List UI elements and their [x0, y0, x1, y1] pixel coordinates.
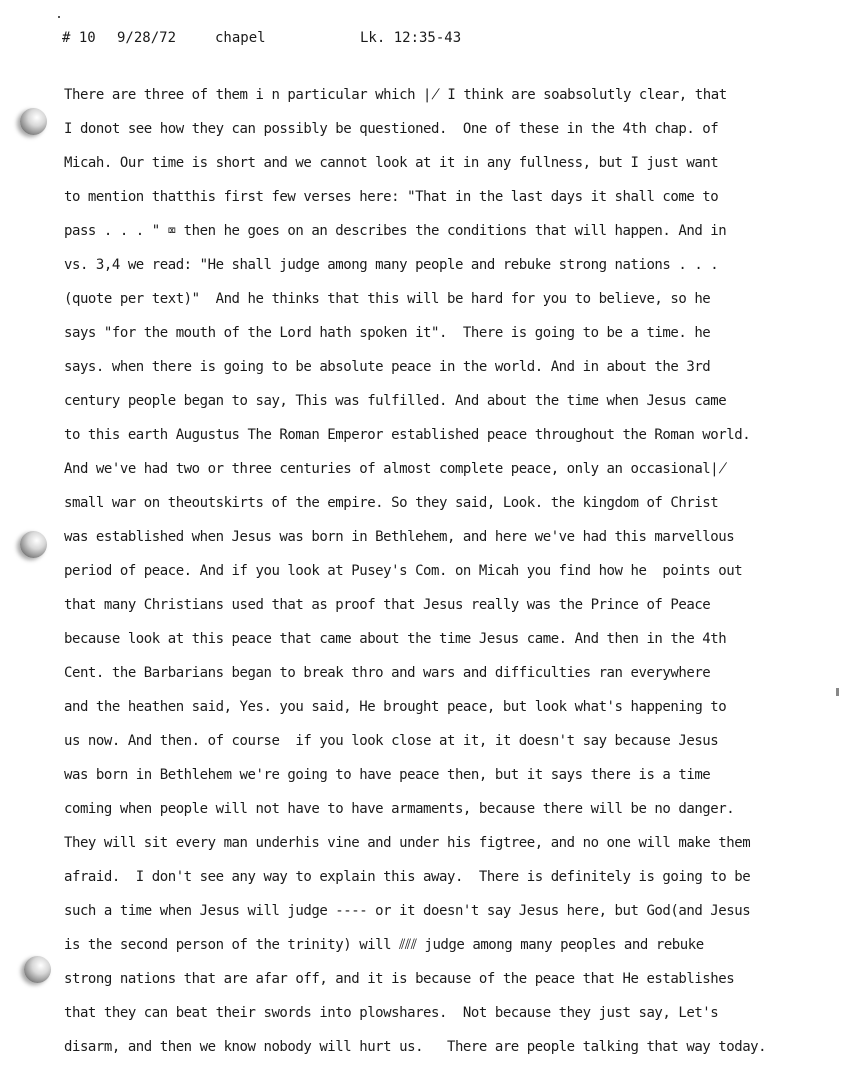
text-line: strong nations that are afar off, and it is because of the peace that He establishes: [64, 971, 735, 987]
edge-mark: [836, 688, 839, 696]
text-line: small war on theoutskirts of the empire. So they said, Look. the kingdom of Christ: [64, 495, 719, 511]
scripture-reference: Lk. 12:35-43: [360, 30, 462, 46]
text-line: that many Christians used that as proof that Jesus really was the Prince of Peace: [64, 597, 711, 613]
text-line: was born in Bethlehem we're going to have peace then, but it says there is a time: [64, 767, 711, 783]
sermon-place: chapel: [215, 30, 266, 46]
text-line: is the second person of the trinity) will ⫽⫽⫽ judge among many peoples and rebuke: [64, 937, 704, 953]
text-line: There are three of them i n particular which ∤ I think are soabsolutly clear, that: [64, 87, 727, 103]
text-line: (quote per text)" And he thinks that this will be hard for you to believe, so he: [64, 291, 711, 307]
text-line: disarm, and then we know nobody will hurt us. There are people talking that way today.: [64, 1039, 767, 1055]
page-header: [0, 30, 842, 52]
stray-mark: [58, 16, 60, 18]
text-line: coming when people will not have to have armaments, because there will be no danger.: [64, 801, 735, 817]
text-line: pass . . . " ⌧ then he goes on an describes the conditions that will happen. And in: [64, 223, 727, 239]
text-line: was established when Jesus was born in Bethlehem, and here we've had this marvellous: [64, 529, 735, 545]
text-line: that they can beat their swords into plowshares. Not because they just say, Let's: [64, 1005, 719, 1021]
text-line: Micah. Our time is short and we cannot look at it in any fullness, but I just want: [64, 155, 719, 171]
text-line: such a time when Jesus will judge ---- or it doesn't say Jesus here, but God(and Jesus: [64, 903, 751, 919]
text-line: They will sit every man underhis vine and under his figtree, and no one will make them: [64, 835, 751, 851]
text-line: and the heathen said, Yes. you said, He brought peace, but look what's happening to: [64, 699, 727, 715]
text-line: afraid. I don't see any way to explain this away. There is definitely is going to be: [64, 869, 751, 885]
text-line: to mention thatthis first few verses here: "That in the last days it shall come to: [64, 189, 719, 205]
punch-hole-top: [20, 108, 47, 135]
text-line: I donot see how they can possibly be questioned. One of these in the 4th chap. of: [64, 121, 719, 137]
sermon-date: 9/28/72: [117, 30, 177, 46]
text-line: says "for the mouth of the Lord hath spoken it". There is going to be a time. he: [64, 325, 711, 341]
text-line: to this earth Augustus The Roman Emperor established peace throughout the Roman world.: [64, 427, 751, 443]
typed-body-text: [64, 78, 834, 1064]
text-line: Cent. the Barbarians began to break thro and wars and difficulties ran everywhere: [64, 665, 711, 681]
text-line: vs. 3,4 we read: "He shall judge among many people and rebuke strong nations . . .: [64, 257, 719, 273]
text-line: us now. And then. of course if you look close at it, it doesn't say because Jesus: [64, 733, 719, 749]
text-line: says. when there is going to be absolute peace in the world. And in about the 3rd: [64, 359, 711, 375]
punch-hole-middle: [20, 531, 47, 558]
text-line: because look at this peace that came about the time Jesus came. And then in the 4th: [64, 631, 727, 647]
text-line: And we've had two or three centuries of almost complete peace, only an occasional∤: [64, 461, 727, 477]
sermon-number: # 10: [62, 30, 96, 46]
punch-hole-bottom: [24, 956, 51, 983]
text-line: period of peace. And if you look at Pusey's Com. on Micah you find how he points out: [64, 563, 743, 579]
text-line: century people began to say, This was fulfilled. And about the time when Jesus came: [64, 393, 727, 409]
